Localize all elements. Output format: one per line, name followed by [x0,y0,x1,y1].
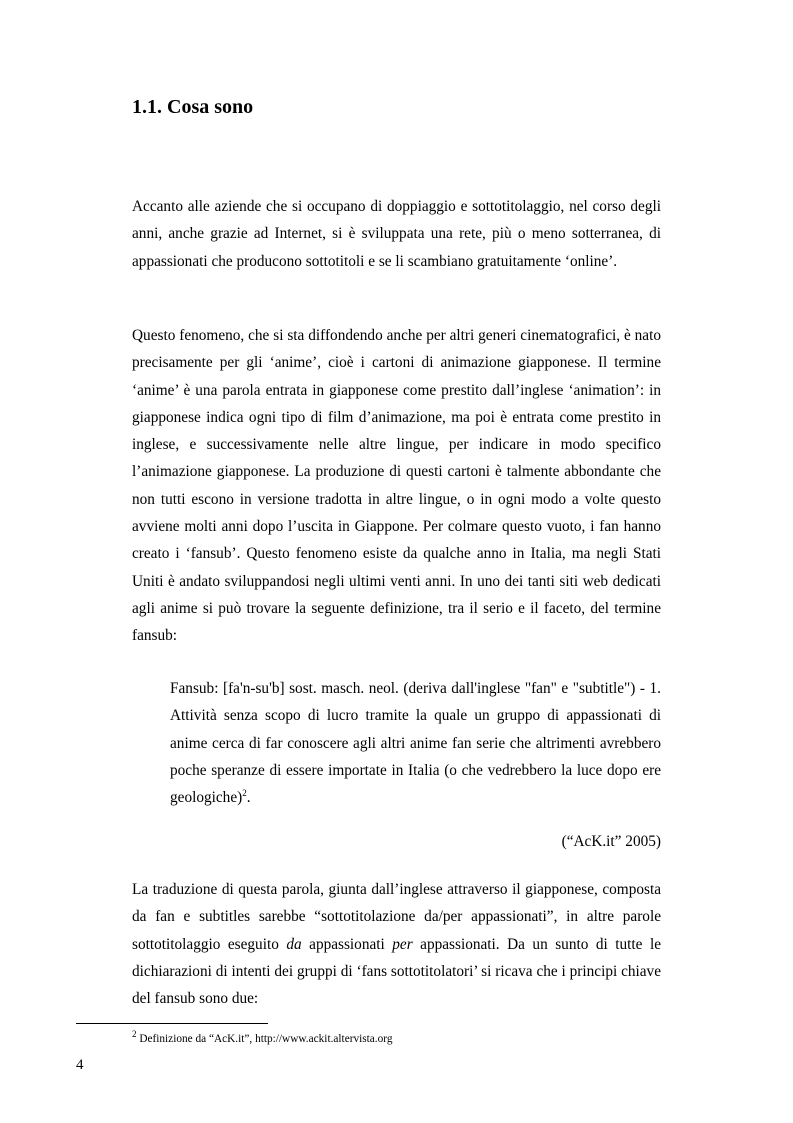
paragraph-translation [132,876,661,1012]
footnote [132,1031,392,1047]
paragraph-intro: Accanto alle aziende che si occupano di doppiaggio e sottotitolaggio, nel corso degli anni, anche grazie ad Internet, si è sviluppata una rete, più o meno sotterranea, di appassionati che producono sottotitoli e se li scambiano gratuitamente ‘online’. [132,198,661,270]
page-number: 4 [76,1057,84,1073]
paragraph-text-1: La traduzione di questa parola, giunta dall’inglese attraverso il giapponese, composta da fan e subtitles sarebbe “sottotitolazione da/per appassionati”, in altre parole sottotitolaggio eseguito [132,881,661,953]
block-quote [170,675,661,811]
footnote-separator [76,1023,268,1024]
quote-text: Fansub: [fa'n-su'b] sost. masch. neol. (deriva dall'inglese "fan" e "subtitle") - 1. Attività senza scopo di lucro tramite la quale un gruppo di appassionati di anime cerca di far conoscere agli altri anime fan serie che altrimenti avrebbero poche speranze di essere importate in Italia (o che vedrebbero la luce dopo ere geologiche) [170,680,661,807]
emphasis-per: per [392,935,413,953]
footnote-reference[interactable]: 2 [242,788,247,799]
quote-citation: (“AcK.it” 2005) [561,833,661,850]
emphasis-da: da [286,935,302,953]
paragraph-anime: Questo fenomeno, che si sta diffondendo anche per altri generi cinematografici, è nato precisamente per gli ‘anime’, cioè i cartoni di animazione giapponese. Il termine ‘anime’ è una parola entrata in giapponese come prestito dall’inglese ‘animation’: in giapponese indica ogni tipo di film d’animazione, ma poi è entrata come prestito in inglese, e successivamente nelle altre lingue, per indicare in modo specifico l’animazione giapponese. La produzione di questi cartoni è talmente abbondante che non tutti escono in versione tradotta in altre lingue, o in ogni modo a volte questo avviene molti anni dopo l’uscita in Giappone. Per colmare questo vuoto, i fan hanno creato i ‘fansub’. Questo fenomeno esiste da qualche anno in Italia, ma negli Stati Uniti è andato sviluppandosi negli ultimi venti anni. In uno dei tanti siti web dedicati agli anime si può trovare la seguente definizione, tra il serio e il faceto, del termine fansub: [132,327,661,645]
paragraph-text-3: appassionati. Da un sunto di tutte le dichiarazioni di intenti dei gruppi di ‘fans sottotitolatori’ si ricava che i principi chiave del fansub sono due: [132,935,661,1008]
footnote-text: Definizione da “AcK.it”, http://www.ackit.altervista.org [136,1033,393,1045]
quote-end: . [246,789,251,807]
paragraph-text-2: appassionati [301,935,393,953]
footnote-mark: 2 [132,1029,137,1040]
section-heading: 1.1. Cosa sono [132,96,254,118]
